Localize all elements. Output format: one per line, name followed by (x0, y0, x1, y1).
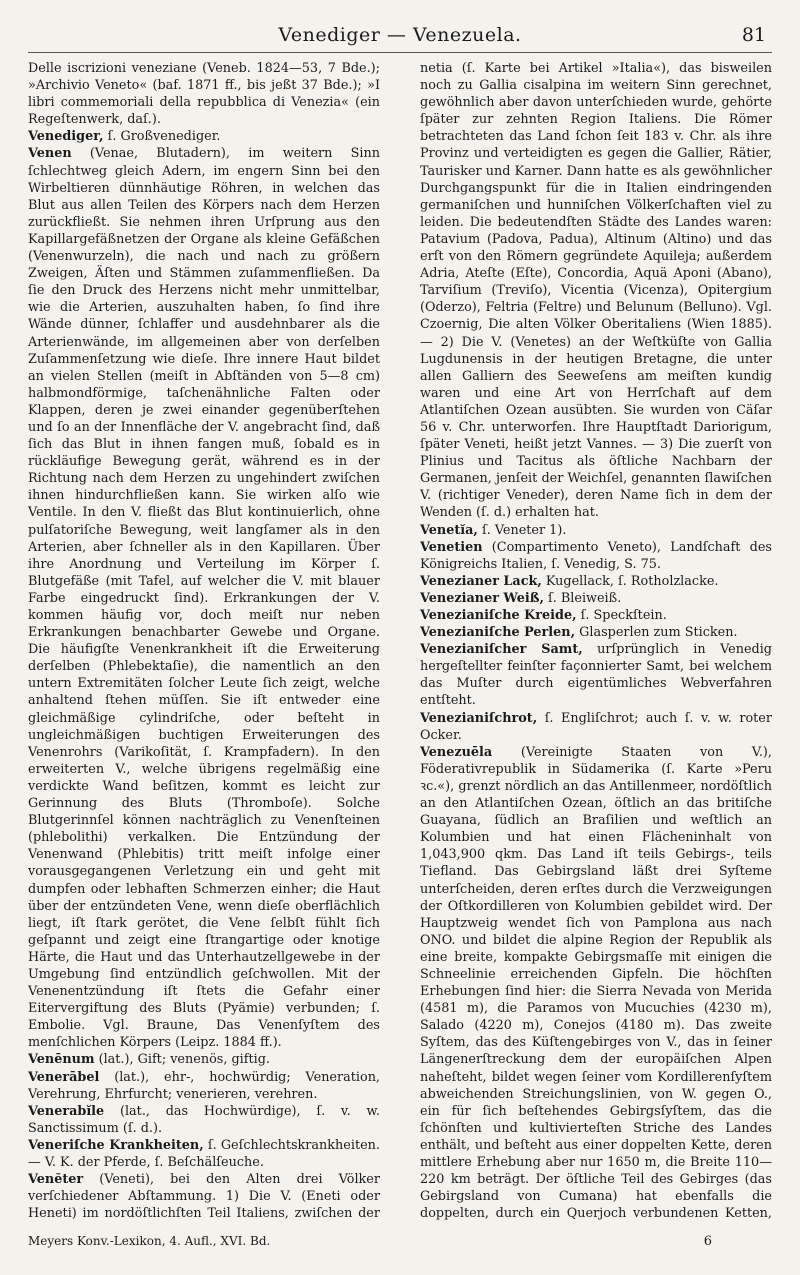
dictionary-entry (420, 60, 772, 522)
entry-text: ſ. Großvenediger. (107, 129, 221, 145)
dictionary-entry (420, 641, 772, 709)
entry-text: ſ. Speckſtein. (580, 608, 667, 623)
dictionary-entry (420, 710, 772, 744)
entry-headword: Venetien (420, 539, 483, 555)
entry-text: ſ. Geſchlechtskrankheiten. — V. K. der Pferde, ſ. Beſchälſeuche. (28, 1137, 380, 1170)
dictionary-entry (28, 128, 380, 145)
dictionary-entry (28, 1069, 380, 1103)
dictionary-entry (420, 744, 772, 1220)
entry-text: ſ. Engliſchrot; auch ſ. v. w. roter Ocker. (420, 710, 772, 743)
entry-text: (lat., das Hochwürdige), ſ. v. w. Sanctissimum (ſ. d.). (28, 1103, 380, 1136)
dictionary-entry (420, 607, 772, 624)
left-column (28, 60, 380, 1220)
entry-headword: Venezuēla (420, 744, 493, 760)
entry-headword: Venerābel (28, 1069, 100, 1085)
entry-headword: Venezianiſcher Samt, (420, 642, 583, 658)
dictionary-entry (28, 60, 380, 128)
dictionary-entry (28, 145, 380, 1051)
right-column (420, 60, 772, 1220)
entry-headword: Venerabĭle (28, 1103, 105, 1119)
dictionary-entry (420, 624, 772, 641)
dictionary-entry (420, 590, 772, 607)
entry-headword: Venen (28, 146, 72, 162)
dictionary-entry (28, 1103, 380, 1137)
entry-headword: Venezianiſche Kreide, (420, 608, 577, 623)
dictionary-entry (28, 1171, 380, 1220)
dictionary-entry (28, 1051, 380, 1068)
dictionary-entry (28, 1137, 380, 1171)
entry-text: (Venae, Blutadern), im weitern Sinn ſchlechtweg gleich Adern, im engern Sinn bei den Wirbeltieren dünnhäutige Röhren, in welchen das Blut aus allen Teilen des Körpers nach dem Herzen zurückfließt. Sie nehmen ihren Urſprung aus den Kapillargefäßnetzen der Organe als kleine Gefäßchen (Venenwurzeln), die nach und nach zu größern Zweigen, Äſten und Stämmen zuſammenfließen. Da ſie den Druck des Herzens nicht mehr unmittelbar, wie die Arterien, auszuhalten haben, ſo ſind ihre Wände dünner, ſchlaffer und ausdehnbarer als die Arterienwände, im allgemeinen aber von derſelben Zuſammenſetzung wie dieſe. Ihre innere Haut bildet an vielen Stellen (meiſt in Abſtänden von 5—8 cm) halbmondförmige, taſchenähnliche Falten oder Klappen, deren je zwei einander gegenüberſtehen und ſo an der Innenfläche der V. angebracht ſind, daß ſich das Blut in ihnen fangen muß, ſobald es in rückläufige Bewegung gerät, während es in der Richtung nach dem Herzen zu ungehindert zwiſchen ihnen hindurchfließen kann. Sie wirken alſo wie Ventile. In den V. fließt das Blut kontinuierlich, ohne pulſatoriſche Bewegung, weit langſamer als in den Arterien, aber ſchneller als in den Kapillaren. Über ihre Anordnung und Verteilung im Körper ſ. Blutgefäße (mit Tafel, auf welcher die V. mit blauer Farbe eingedruckt ſind). Erkrankungen der V. kommen häufig vor, doch meiſt nur neben Erkrankungen benachbarter Gewebe und Organe. Die häufigſte Venenkrankheit iſt die Erweiterung derſelben (Phlebektaſie), die namentlich an den untern Extremitäten ſolcher Leute ſich zeigt, welche anhaltend ſtehen müſſen. Sie iſt entweder eine gleichmäßige cylindriſche, oder beſteht in ungleichmäßigen buchtigen Erweiterungen des Venenrohrs (Varikoſität, ſ. Krampfadern). In den erweiterten V., welche übrigens regelmäßig eine verdickte Wand beſitzen, kommt es leicht zur Gerinnung des Bluts (Thromboſe). Solche Blutgerinnſel können nachträglich zu Venenſteinen (phlebolithi) verkalken. Die Entzündung der Venenwand (Phlebitis) tritt meiſt infolge einer vorausgegangenen Verletzung ein und geht mit dumpfen oder lebhaften Schmerzen einher; die Haut über der entzündeten Vene, wenn dieſe oberflächlich liegt, iſt ſtark gerötet, die Vene ſelbſt fühlt ſich geſpannt und zeigt eine ſtrangartige oder knotige Härte, die Haut und das Unterhautzellgewebe in der Umgebung ſind entzündlich geſchwollen. Mit der Venenentzündung iſt ſtets die Gefahr einer Eitervergiftung des Bluts (Pyämie) verbunden; ſ. Embolie. Vgl. Braune, Das Venenſyſtem des menſchlichen Körpers (Leipz. 1884 ff.). (28, 146, 380, 1051)
page-footer (28, 1234, 772, 1254)
entry-text: Kugellack, ſ. Rotholzlacke. (545, 573, 719, 589)
printer-imprint: Meyers Konv.-Lexikon, 4. Aufl., XVI. Bd. (28, 1234, 271, 1248)
entry-headword: Venĕter (28, 1172, 84, 1188)
entry-text: (Compartimento Veneto), Landſchaft des Königreichs Italien, ſ. Venedig, S. 75. (420, 539, 772, 572)
entry-headword: Veneriſche Krankheiten, (28, 1137, 204, 1153)
dictionary-entry (420, 522, 772, 539)
page-header (0, 22, 800, 52)
entry-text: (Vereinigte Staaten von V.), Föderativrepublik in Südamerika (ſ. Karte »Peru ꝛc.«), grenzt nördlich an das Antillenmeer, nordöſtlich an den Atlantiſchen Ozean, öſtlich an das britiſche Guayana, ſüdlich an Braſilien und weſtlich an Kolumbien und hat einen Flächeninhalt von 1,043,900 qkm. Das Land iſt teils Gebirgs-, teils Tiefland. Das Gebirgsland läßt drei Syſteme unterſcheiden, deren erſtes durch die Verzweigungen der Oſtkordilleren von Kolumbien gebildet wird. Der Hauptzweig wendet ſich von Pamplona aus nach ONO. und bildet die alpine Region der Republik als eine breite, kompakte Gebirgsmaſſe mit einigen die Schneelinie erreichenden Gipfeln. Die höchſten Erhebungen ſind hier: die Sierra Nevada von Merida (4581 m), die Paramos von Mucuchies (4230 m), Salado (4220 m), Conejos (4180 m). Das zweite Syſtem, das des Küſtengebirges von V., das in ſeiner Längenerſtreckung dem der europäiſchen Alpen naheſteht, bildet wegen ſeiner vom Kordillerenſyſtem abweichenden Streichungslinien, von W. gegen O., ein für ſich beſtehendes Gebirgsſyſtem, das die ſchönſten und kultivierteſten Striche des Landes enthält, und beſteht aus einer doppelten Kette, deren mittlere Erhebung aber nur 1650 m, die Breite 110—220 km beträgt. Der öſtliche Teil des Gebirges (das Gebirgsland von Cumana) hat ebenfalls die doppelten, durch ein Querjoch verbundenen Ketten, (420, 744, 772, 1220)
entry-text: ſ. Bleiweiß. (548, 590, 622, 606)
page-number: 81 (741, 24, 766, 46)
entry-text: Delle iscrizioni veneziane (Veneb. 1824—53, 7 Bde.); »Archivio Veneto« (baf. 1871 ff., bis jeßt 37 Bde.); »I libri commemoriali della repubblica di Venezia« (ein Regeſtenwerk, daſ.). (28, 61, 380, 128)
dictionary-entry (420, 573, 772, 590)
header-rule (28, 52, 772, 53)
entry-text: urſprünglich in Venedig hergeſtellter feinſter façonnierter Samt, bei welchem das Muſter durch eigentümliches Webverfahren entſteht. (420, 642, 772, 709)
running-title: Venediger — Venezuela. (278, 24, 522, 46)
entry-text: ſ. Veneter 1). (481, 522, 567, 538)
entry-text: Glasperlen zum Sticken. (579, 625, 738, 641)
entry-headword: Venezianer Weiß, (420, 590, 544, 606)
entry-headword: Venediger, (28, 129, 104, 145)
entry-headword: Venezianer Lack, (420, 573, 542, 589)
entry-headword: Venetĭa, (420, 522, 478, 538)
entry-headword: Venezianiſchrot, (420, 710, 538, 726)
entry-text: (Veneti), bei den Alten drei Völker verſchiedener Abſtammung. 1) Die V. (Eneti oder Heneti) im nordöſtlichſten Teil Italiens, zwiſchen der (28, 1172, 380, 1220)
entry-headword: Venezianiſche Perlen, (420, 625, 576, 641)
entry-text: netia (ſ. Karte bei Artikel »Italia«), das bisweilen noch zu Gallia cisalpina im weitern Sinn gerechnet, gewöhnlich aber davon unterſchieden wurde, gehörte ſpäter zur zehnten Region Italiens. Die Römer betrachteten das Land ſchon ſeit 183 v. Chr. als ihre Provinz und verteidigten es gegen die Gallier, Rätier, Taurisker und Karner. Dann hatte es als gewöhnlicher Durchgangspunkt für die in Italien eindringenden germaniſchen und hunniſchen Völkerſchaften viel zu leiden. Die bedeutendſten Städte des Landes waren: Patavium (Padova, Padua), Altinum (Altino) und das erſt von den Römern gegründete Aquileja; außerdem Adria, Ateſte (Eſte), Concordia, Aquä Aponi (Abano), Tarviſium (Treviſo), Vicentia (Vicenza), Opitergium (Oderzo), Feltria (Feltre) und Belunum (Belluno). Vgl. Czoernig, Die alten Völker Oberitaliens (Wien 1885). — 2) Die V. (Venetes) an der Weſtküſte von Gallia Lugdunensis in der heutigen Bretagne, die unter allen Galliern des Seeweſens am meiſten kundig waren und eine Art von Herrſchaft auf dem Atlantiſchen Ozean ausübten. Sie wurden von Cäſar 56 v. Chr. unterworfen. Ihre Hauptſtadt Dariorigum, ſpäter Veneti, heißt jetzt Vannes. — 3) Die zuerſt von Plinius und Tacitus als öſtliche Nachbarn der Germanen, jenſeit der Weichſel, genannten ſlawiſchen V. (richtiger Veneder), deren Name ſich in dem der Wenden (ſ. d.) erhalten hat. (420, 61, 772, 521)
entry-text: (lat.), Gift; venenös, giftig. (98, 1052, 270, 1068)
dictionary-entry (420, 539, 772, 573)
entry-headword: Venēnum (28, 1052, 95, 1068)
entry-text: (lat.), ehr-, hochwürdig; Veneration, Verehrung, Ehrfurcht; venerieren, verehren. (28, 1069, 380, 1102)
sheet-signature: 6 (703, 1234, 712, 1249)
